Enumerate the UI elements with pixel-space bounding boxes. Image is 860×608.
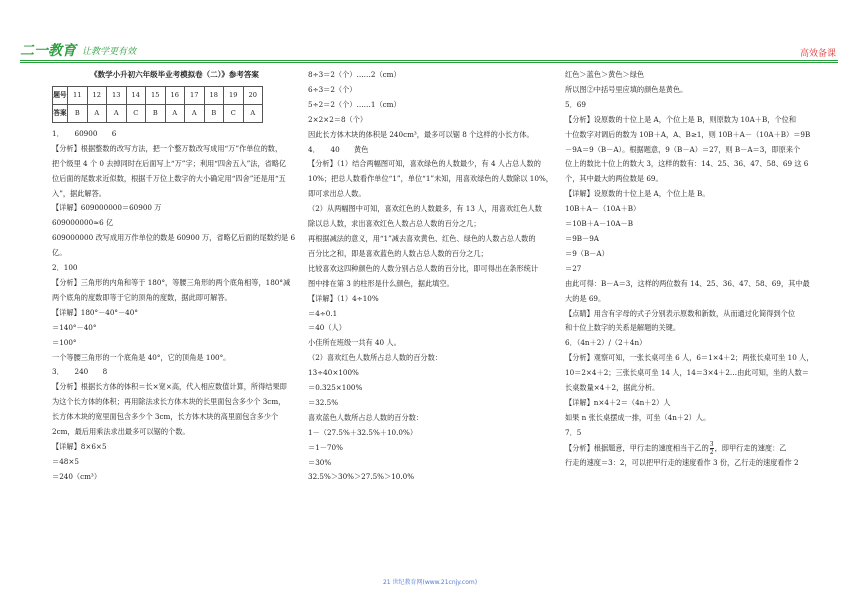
column-1-text [52, 127, 297, 485]
fraction-numerator: 3 [709, 440, 714, 448]
column-3 [565, 68, 825, 471]
text-line: 10B＋A－（10A＋B） [565, 204, 641, 214]
text-line: 1． 60900 6 [52, 128, 117, 138]
text-line: 10%；把总人数看作单位“1”，单位“1”未知，用喜欢绿色的人数除以 10%， [308, 174, 553, 184]
text-line: 即可求出总人数。 [308, 189, 366, 199]
text-line: 一个等腰三角形的一个底角是 40°，它的顶角是 100°。 [52, 352, 231, 362]
header-tag: 高效备课 [799, 49, 836, 59]
table-cell: A [243, 104, 263, 122]
text-line: ＝140°－40° [52, 322, 97, 332]
table-cell: 13 [107, 86, 127, 104]
text-line: 2cm，最后用乘法求出最多可以锯的个数。 [52, 427, 190, 437]
text-line: 入”，据此解答。 [52, 188, 106, 198]
text-line: 3． 240 8 [52, 367, 108, 377]
text-line [565, 441, 825, 456]
column-3-text [565, 68, 825, 471]
text-line: 长桌数量×4＋2，据此分析。 [565, 383, 660, 393]
text-line: 把个级里 4 个 0 去掉同时在后面写上“万”字；利用“四舍五入”法，省略亿 [52, 158, 287, 168]
text-line: ＝240（cm³） [52, 471, 102, 481]
text-line: 32.5%＞30%＞27.5%＞10.0% [308, 472, 415, 482]
text-line: 【点睛】用含有字母的式子分别表示原数和新数，从而通过化简得到个位 [565, 308, 796, 318]
text-line: 6．（4n＋2）/（2＋4n） [565, 338, 647, 348]
table-cell: A [87, 104, 107, 122]
column-2-text [308, 68, 553, 485]
table-cell: A [107, 104, 127, 122]
header-rule [20, 62, 838, 63]
logo [20, 40, 136, 60]
table-cell: C [224, 104, 244, 122]
text-line: 【分析】根据长方体的体积＝长×宽×高，代入相应数值计算，所得结果即 [52, 382, 287, 392]
text-line: 红色＞蓝色＞黄色＞绿色 [565, 70, 645, 79]
text-line: 喜欢蓝色人数所占总人数的百分数： [308, 412, 424, 422]
table-cell: B [204, 104, 224, 122]
text-line: ＝9（B－A） [565, 248, 609, 258]
logo-text: 二一教育 [20, 43, 76, 59]
answer-table [52, 86, 263, 123]
text-line: 【分析】根据整数的改写方法，把一个整万数改写成用“万”作单位的数， [52, 143, 283, 153]
text-line: 2×2×2＝8（个） [308, 114, 368, 124]
text-line: 【分析】三角形的内角和等于 180°，等腰三角形的两个底角相等，180°减 [52, 277, 291, 287]
text-line: 长方体木块的宽里面包含多少个 3cm，长方体木块的高里面包含多少个 [52, 412, 279, 422]
table-cell: A [165, 104, 185, 122]
text-line: 所以图②中括号里应填的颜色是黄色。 [565, 84, 688, 94]
text-line: 比较喜欢这四种颜色的人数分别占总人数的百分比，即可得出在条形统计 [308, 263, 539, 273]
text-line: ＝32.5% [308, 397, 339, 407]
table-cell: 12 [87, 86, 107, 104]
text-line: 【分析】（1）结合两幅图可知，喜欢绿色的人数最少，有 4 人占总人数的 [308, 159, 541, 169]
text-line: 6÷3＝2（个） [308, 84, 357, 94]
column-1 [52, 68, 297, 485]
text-line: 【分析】根据题意，甲行走的速度相当于乙的 [565, 443, 709, 453]
fraction [710, 441, 714, 456]
text-line: 位后面的尾数求近似数，根据千万位上数字的大小确定用“四舍”还是用“五 [52, 173, 286, 183]
text-line: 8÷3＝2（个）……2（cm） [308, 70, 401, 79]
text-line: ＝30% [308, 457, 332, 467]
table-cell: 18 [204, 86, 224, 104]
column-2 [308, 68, 553, 485]
text-line: 因此长方体木块的体积是 240cm³，最多可以锯 8 个这样的小长方体。 [308, 129, 534, 139]
text-line: （2）从两幅图中可知，喜欢红色的人数最多，有 13 人，用喜欢红色人数 [308, 204, 542, 214]
text-line: 十位数字对调后的数为 10B＋A，A、B≥1，则 10B＋A－（10A＋B）＝9B [565, 129, 811, 139]
text-line: ＝48×5 [52, 456, 79, 466]
text-line: 百分比之和，即是喜欢蓝色的人数占总人数的百分之几； [308, 248, 488, 258]
text-line: 【详解】180°－40°－40° [52, 307, 138, 317]
text-line: 2．100 [52, 263, 78, 273]
text-line: 为这个长方体的体积；再用除法求长方体木块的长里面包含多少个 3cm， [52, 397, 286, 407]
table-cell: B [68, 104, 88, 122]
text-line: 【详解】n×4＋2＝（4n＋2）人 [565, 397, 671, 407]
text-line: 和十位上数字的关系是解题的关键。 [565, 323, 681, 333]
text-line: 【详解】（1）4÷10% [308, 293, 379, 303]
text-line: ＝40（人） [308, 323, 346, 333]
text-line: 再根据减法的意义，用“1”减去喜欢黄色、红色、绿色的人数占总人数的 [308, 233, 536, 243]
text-line: 小佳所在班级一共有 40 人。 [308, 338, 401, 348]
text-line: 两个底角的度数即等于它的顶角的度数，据此即可解答。 [52, 292, 232, 302]
fraction-denominator: 2 [709, 448, 714, 456]
text-line: 【分析】设原数的十位上是 A，个位上是 B，则原数为 10A＋B，个位和 [565, 114, 797, 124]
table-cell: C [126, 104, 146, 122]
table-cell: 17 [185, 86, 205, 104]
text-line: 个，其中最大的两位数是 69。 [565, 174, 663, 184]
text-line: 位上的数比十位上的数大 3，这样的数有：14、25、36、47、58、69 这 6 [565, 159, 809, 169]
text-line: ＝100° [52, 337, 77, 347]
text-line: 【详解】设原数的十位上是 A，个位上是 B。 [565, 189, 710, 199]
text-line: ＝27 [565, 263, 582, 273]
text-line: 除以总人数，求出喜欢红色人数占总人数的百分之几； [308, 219, 481, 229]
table-cell: 20 [243, 86, 263, 104]
text-line: 13÷40×100% [308, 368, 359, 378]
text-line: ＝4÷0.1 [308, 308, 338, 318]
text-line: 4． 40 黄色 [308, 144, 369, 154]
text-line: 10＝2×4＋2；三张长桌可坐 14 人，14＝3×4＋2…由此可知，坐的人数＝ [565, 368, 809, 378]
table-cell: 15 [146, 86, 166, 104]
text-line: 609000000≈6 亿 [52, 218, 114, 228]
footer: 21 世纪教育网(www.21cnjy.com) [382, 579, 478, 586]
text-line: ，即甲行走的速度：乙 [714, 443, 787, 453]
table-cell: B [146, 104, 166, 122]
table-cell: A [185, 104, 205, 122]
text-line: 大的是 69。 [565, 293, 606, 303]
text-line: ＝0.325×100% [308, 383, 363, 393]
text-line: 5．69 [565, 99, 586, 109]
table-cell: 19 [224, 86, 244, 104]
text-line: －9A＝9（B－A）。根据题意，9（B－A）＝27，则 B－A＝3，即原来个 [565, 144, 801, 154]
text-line: 【详解】8×6×5 [52, 441, 107, 451]
text-line: 1－（27.5%＋32.5%＋10.0%） [308, 427, 418, 437]
page-title: 《数学小升初六年级毕业考模拟卷（二）》参考答案 [90, 70, 259, 79]
text-line: 7．5 [565, 427, 582, 437]
text-line: 5÷2＝2（个）……1（cm） [308, 99, 401, 109]
text-line: 图中排在第 3 的柱形是什么颜色，据此填空。 [308, 278, 454, 288]
text-line: 亿。 [52, 248, 67, 258]
table-cell: 11 [68, 86, 88, 104]
text-line: ＝9B－9A [565, 233, 599, 243]
text-line: 由此可得：B－A＝3，这样的两位数有 14、25、36、47、58、69，其中最 [565, 278, 810, 288]
header-rule [20, 60, 838, 61]
text-line: 【分析】观察可知，一张长桌可坐 6 人，6＝1×4＋2；两张长桌可坐 10 人， [565, 353, 814, 363]
text-line: 行走的速度＝3：2，可以把甲行走的速度看作 3 份，乙行走的速度看作 2 [565, 458, 799, 468]
text-line: ＝10B＋A－10A－B [565, 219, 633, 229]
table-header: 题号 [53, 86, 68, 104]
table-header: 答案 [53, 104, 68, 122]
table-cell: 16 [165, 86, 185, 104]
text-line: ＝1－70% [308, 442, 343, 452]
logo-slogan: 让教学更有效 [82, 46, 137, 57]
table-cell: 14 [126, 86, 146, 104]
text-line: 如果 n 张长桌摆成一排，可坐（4n＋2）人。 [565, 412, 711, 422]
text-line: （2）喜欢红色人数所占总人数的百分数： [308, 353, 442, 363]
text-line: 【详解】609000000＝60900 万 [52, 203, 162, 213]
text-line: 609000000 改写成用万作单位的数是 60900 万，省略亿后面的尾数约是 6 [52, 233, 296, 243]
